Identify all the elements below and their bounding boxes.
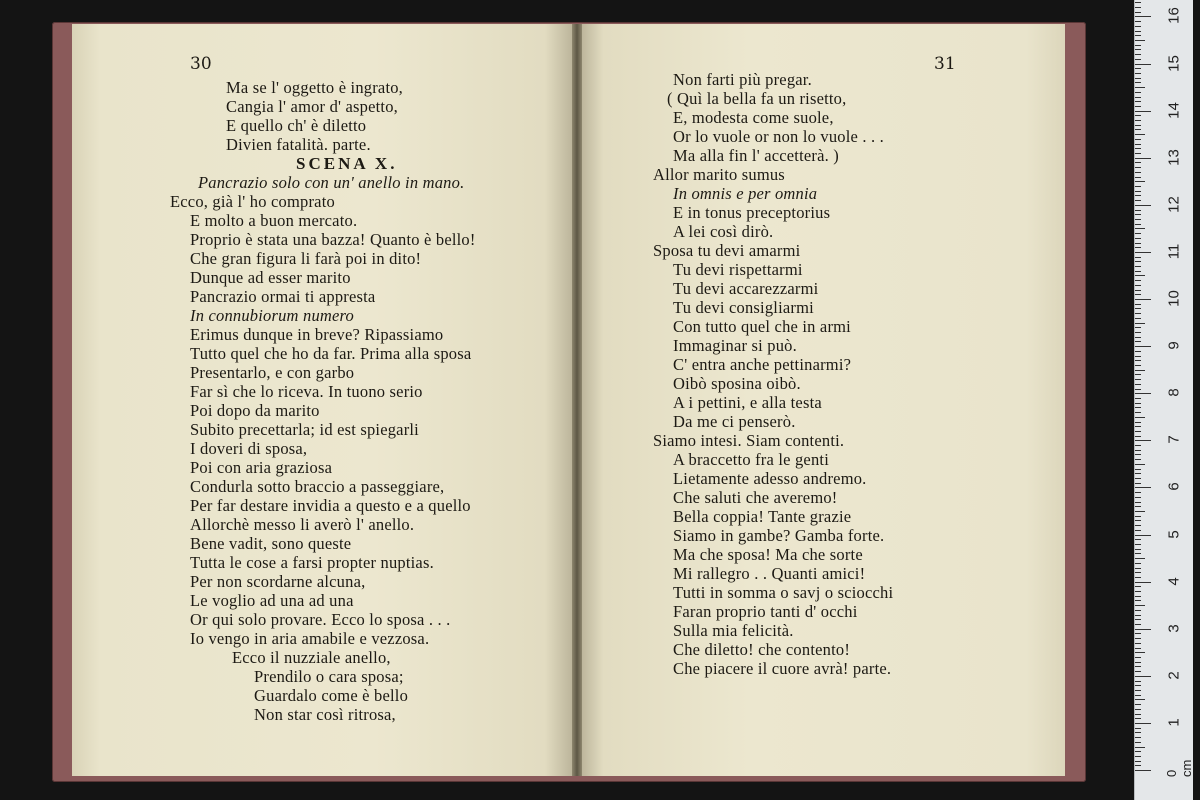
ruler-tick <box>1135 699 1145 700</box>
ruler-tick <box>1135 666 1141 667</box>
right-page-text-line: Tutti in somma o savj o sciocchi <box>673 583 894 602</box>
ruler-tick <box>1135 732 1141 733</box>
left-page-text-line: Che gran figura li farà poi in dito! <box>190 249 422 268</box>
ruler-tick <box>1135 638 1141 639</box>
left-page-text-line: Ma se l' oggetto è ingrato, <box>226 78 403 97</box>
right-page-text-line: Oibò sposina oibò. <box>673 374 801 393</box>
ruler-tick <box>1135 247 1141 248</box>
ruler-tick <box>1135 492 1141 493</box>
ruler-tick <box>1135 257 1141 258</box>
ruler-tick <box>1135 115 1141 116</box>
ruler-tick <box>1135 224 1141 225</box>
ruler-tick <box>1135 747 1145 748</box>
left-page-text-line: Condurla sotto braccio a passeggiare, <box>190 477 445 496</box>
ruler-number: 12 <box>1165 195 1183 213</box>
ruler-number: 4 <box>1165 576 1183 586</box>
ruler-unit-label: 0 cm <box>1164 759 1194 777</box>
right-page-text-line: Faran proprio tanti d' occhi <box>673 602 858 621</box>
ruler-number: 10 <box>1165 290 1183 307</box>
ruler-number: 16 <box>1165 7 1183 25</box>
ruler-tick <box>1135 704 1141 705</box>
ruler-tick <box>1135 450 1141 451</box>
left-page-text-line: Bene vadit, sono queste <box>190 534 352 553</box>
measuring-ruler <box>1134 0 1193 800</box>
ruler-tick <box>1135 285 1141 286</box>
ruler-tick <box>1135 148 1141 149</box>
ruler-tick <box>1135 275 1145 276</box>
left-page-text-line: Cangia l' amor d' aspetto, <box>226 97 398 116</box>
ruler-tick <box>1135 205 1151 206</box>
ruler-number: 15 <box>1165 54 1183 72</box>
right-page-text-line: Che saluti che averemo! <box>673 488 838 507</box>
ruler-tick <box>1135 299 1151 300</box>
ruler-tick <box>1135 714 1141 715</box>
ruler-tick <box>1135 417 1145 418</box>
ruler-tick <box>1135 718 1141 719</box>
ruler-tick <box>1135 304 1141 305</box>
ruler-tick <box>1135 572 1141 573</box>
ruler-tick <box>1135 21 1141 22</box>
left-page-text-line: Subito precettarla; id est spiegarli <box>190 420 419 439</box>
ruler-tick <box>1135 615 1141 616</box>
ruler-tick <box>1135 671 1141 672</box>
ruler-tick <box>1135 516 1141 517</box>
ruler-tick <box>1135 243 1141 244</box>
ruler-tick <box>1135 454 1141 455</box>
ruler-tick <box>1135 407 1141 408</box>
left-page-text-line: Erimus dunque in breve? Ripassiamo <box>190 325 444 344</box>
right-page-text-line: Che piacere il cuore avrà! parte. <box>673 659 892 678</box>
ruler-tick <box>1135 426 1141 427</box>
ruler-tick <box>1135 252 1151 253</box>
ruler-tick <box>1135 643 1141 644</box>
ruler-tick <box>1135 563 1141 564</box>
ruler-tick <box>1135 341 1141 342</box>
ruler-tick <box>1135 177 1141 178</box>
left-page-text-line: Divien fatalità. parte. <box>226 135 371 154</box>
ruler-tick <box>1135 327 1141 328</box>
ruler-tick <box>1135 582 1151 583</box>
ruler-tick <box>1135 393 1151 394</box>
ruler-tick <box>1135 280 1141 281</box>
ruler-tick <box>1135 483 1141 484</box>
ruler-number: 8 <box>1165 388 1183 397</box>
left-page-text-line: Dunque ad esser marito <box>190 268 351 287</box>
left-page-text-line: I doveri di sposa, <box>190 439 308 458</box>
left-page-text-line: Per non scordarne alcuna, <box>190 572 366 591</box>
ruler-tick <box>1135 440 1151 441</box>
ruler-tick <box>1135 558 1145 559</box>
ruler-tick <box>1135 756 1141 757</box>
ruler-tick <box>1135 549 1141 550</box>
ruler-tick <box>1135 200 1141 201</box>
left-page-text-line: Guardalo come è bello <box>254 686 409 705</box>
ruler-tick <box>1135 553 1141 554</box>
left-page-text-line: Proprio è stata una bazza! Quanto è bello! <box>190 230 476 249</box>
ruler-tick <box>1135 487 1151 488</box>
left-page-text-line: Poi dopo da marito <box>190 401 320 420</box>
ruler-tick <box>1135 619 1141 620</box>
ruler-tick <box>1135 139 1141 140</box>
ruler-tick <box>1135 318 1141 319</box>
ruler-tick <box>1135 422 1141 423</box>
ruler-tick <box>1135 191 1141 192</box>
left-page-text-line: Pancrazio solo con un' anello in mano. <box>198 173 465 192</box>
ruler-tick <box>1135 431 1141 432</box>
book-gutter <box>572 24 582 776</box>
left-page-text-line: Prendilo o cara sposa; <box>254 667 404 686</box>
ruler-tick <box>1135 290 1141 291</box>
ruler-tick <box>1135 652 1145 653</box>
ruler-number: 14 <box>1165 101 1183 119</box>
ruler-tick <box>1135 502 1141 503</box>
left-page-text-line: Or qui solo provare. Ecco lo sposa . . . <box>190 610 451 629</box>
left-page-text-line: Tutto quel che ho da far. Prima alla sposa <box>190 344 472 363</box>
ruler-tick <box>1135 68 1141 69</box>
ruler-tick <box>1135 12 1141 13</box>
ruler-tick <box>1135 648 1141 649</box>
ruler-tick <box>1135 469 1141 470</box>
right-page-text-line: Mi rallegro . . Quanti amici! <box>673 564 866 583</box>
ruler-tick <box>1135 633 1141 634</box>
ruler-tick <box>1135 610 1141 611</box>
ruler-tick <box>1135 591 1141 592</box>
ruler-tick <box>1135 64 1151 65</box>
ruler-tick <box>1135 520 1141 521</box>
right-page-text-line: A braccetto fra le genti <box>673 450 829 469</box>
left-page-text-line: Allorchè messo li averò l' anello. <box>190 515 415 534</box>
ruler-tick <box>1135 167 1141 168</box>
ruler-tick <box>1135 106 1141 107</box>
ruler-tick <box>1135 360 1141 361</box>
right-page-text-line: Immaginar si può. <box>673 336 797 355</box>
ruler-number: 2 <box>1165 671 1183 680</box>
left-page-number: 30 <box>190 54 212 74</box>
ruler-tick <box>1135 210 1141 211</box>
right-page-text-line: E, modesta come suole, <box>673 108 834 127</box>
ruler-number: 6 <box>1165 482 1183 492</box>
ruler-tick <box>1135 662 1141 663</box>
right-page-text-line: A i pettini, e alla testa <box>673 393 822 412</box>
ruler-tick <box>1135 35 1141 36</box>
ruler-tick <box>1135 624 1141 625</box>
ruler-tick <box>1135 351 1141 352</box>
left-page-text-line: Tutta le cose a farsi propter nuptias. <box>190 553 434 572</box>
ruler-tick <box>1135 134 1145 135</box>
ruler-tick <box>1135 219 1141 220</box>
ruler-tick <box>1135 586 1141 587</box>
ruler-tick <box>1135 73 1141 74</box>
ruler-tick <box>1135 129 1141 130</box>
ruler-tick <box>1135 271 1141 272</box>
ruler-tick <box>1135 172 1141 173</box>
ruler-tick <box>1135 181 1145 182</box>
ruler-tick <box>1135 59 1141 60</box>
right-page-text-line: A lei così dirò. <box>673 222 774 241</box>
right-page-text-line: Tu devi consigliarmi <box>673 298 814 317</box>
ruler-tick <box>1135 600 1141 601</box>
right-page-number: 31 <box>934 54 956 74</box>
right-page-text-line: Bella coppia! Tante grazie <box>673 507 852 526</box>
ruler-tick <box>1135 577 1141 578</box>
left-page-text-line: Far sì che lo riceva. In tuono serio <box>190 382 423 401</box>
left-page <box>72 24 575 776</box>
ruler-tick <box>1135 765 1141 766</box>
left-page-text-line: Non star così ritrosa, <box>254 705 396 724</box>
ruler-tick <box>1135 92 1141 93</box>
ruler-tick <box>1135 45 1141 46</box>
ruler-tick <box>1135 379 1141 380</box>
ruler-tick <box>1135 78 1141 79</box>
ruler-tick <box>1135 125 1141 126</box>
ruler-tick <box>1135 681 1141 682</box>
ruler-tick <box>1135 2 1141 3</box>
ruler-tick <box>1135 82 1141 83</box>
ruler-tick <box>1135 323 1145 324</box>
right-page-text-line: Siamo intesi. Siam contenti. <box>653 431 845 450</box>
ruler-tick <box>1135 568 1141 569</box>
ruler-tick <box>1135 7 1141 8</box>
ruler-tick <box>1135 31 1141 32</box>
ruler-tick <box>1135 49 1141 50</box>
right-page-text-line: Non farti più pregar. <box>673 70 812 89</box>
right-page-text-line: E in tonus preceptorius <box>673 203 831 222</box>
right-page-text-line: Sulla mia felicità. <box>673 621 794 640</box>
ruler-tick <box>1135 478 1141 479</box>
ruler-tick <box>1135 403 1141 404</box>
ruler-tick <box>1135 690 1141 691</box>
ruler-tick <box>1135 723 1151 724</box>
right-page-text-line: Con tutto quel che in armi <box>673 317 851 336</box>
ruler-tick <box>1135 384 1141 385</box>
ruler-tick <box>1135 308 1141 309</box>
ruler-tick <box>1135 26 1141 27</box>
left-page-text-line: Pancrazio ormai ti appresta <box>190 287 376 306</box>
right-page-text-line: Allor marito sumus <box>653 165 785 184</box>
ruler-tick <box>1135 412 1141 413</box>
ruler-tick <box>1135 238 1141 239</box>
ruler-tick <box>1135 459 1141 460</box>
left-page-text-line: E quello ch' è diletto <box>226 116 367 135</box>
ruler-tick <box>1135 233 1141 234</box>
ruler-tick <box>1135 313 1141 314</box>
ruler-tick <box>1135 728 1141 729</box>
ruler-tick <box>1135 153 1141 154</box>
ruler-number: 11 <box>1165 243 1183 260</box>
left-page-text-line: Ecco il nuzziale anello, <box>232 648 391 667</box>
right-page-text-line: In omnis e per omnia <box>673 184 818 203</box>
ruler-tick <box>1135 605 1145 606</box>
ruler-tick <box>1135 685 1141 686</box>
ruler-tick <box>1135 374 1141 375</box>
ruler-tick <box>1135 737 1141 738</box>
right-page-text-line: Lietamente adesso andremo. <box>673 469 867 488</box>
right-page-text-line: Tu devi rispettarmi <box>673 260 803 279</box>
right-page-text-line: Ma alla fin l' accetterà. ) <box>673 146 839 165</box>
ruler-tick <box>1135 120 1141 121</box>
ruler-tick <box>1135 544 1141 545</box>
right-page-text-line: Siamo in gambe? Gamba forte. <box>673 526 885 545</box>
ruler-tick <box>1135 770 1151 771</box>
ruler-tick <box>1135 356 1141 357</box>
ruler-tick <box>1135 365 1141 366</box>
left-page-text-line: Poi con aria graziosa <box>190 458 333 477</box>
ruler-tick <box>1135 186 1141 187</box>
right-page <box>579 24 1065 776</box>
ruler-number: 7 <box>1165 435 1183 444</box>
ruler-tick <box>1135 709 1141 710</box>
ruler-tick <box>1135 535 1151 536</box>
ruler-tick <box>1135 162 1141 163</box>
ruler-number: 5 <box>1165 529 1183 539</box>
ruler-tick <box>1135 511 1145 512</box>
ruler-tick <box>1135 629 1151 630</box>
right-page-text-line: C' entra anche pettinarmi? <box>673 355 852 374</box>
ruler-tick <box>1135 695 1141 696</box>
right-page-text-line: Tu devi accarezzarmi <box>673 279 819 298</box>
ruler-tick <box>1135 54 1141 55</box>
ruler-tick <box>1135 530 1141 531</box>
left-page-text-line: Per far destare invidia a questo e a quello <box>190 496 471 515</box>
ruler-tick <box>1135 337 1141 338</box>
ruler-tick <box>1135 497 1141 498</box>
ruler-tick <box>1135 761 1141 762</box>
right-page-text-line: ( Quì la bella fa un risetto, <box>667 89 847 108</box>
ruler-tick <box>1135 436 1141 437</box>
ruler-tick <box>1135 525 1141 526</box>
ruler-tick <box>1135 389 1141 390</box>
left-page-text-line: Io vengo in aria amabile e vezzosa. <box>190 629 430 648</box>
ruler-number: 13 <box>1165 148 1183 166</box>
right-page-text-line: Ma che sposa! Ma che sorte <box>673 545 863 564</box>
ruler-tick <box>1135 144 1141 145</box>
ruler-tick <box>1135 16 1151 17</box>
ruler-number: 3 <box>1165 624 1183 633</box>
ruler-tick <box>1135 676 1151 677</box>
ruler-tick <box>1135 657 1141 658</box>
right-page-text-line: Che diletto! che contento! <box>673 640 851 659</box>
ruler-number: 9 <box>1165 341 1183 350</box>
left-page-text-line: In connubiorum numero <box>190 306 354 325</box>
ruler-tick <box>1135 111 1151 112</box>
ruler-tick <box>1135 445 1141 446</box>
ruler-tick <box>1135 742 1141 743</box>
ruler-tick <box>1135 751 1141 752</box>
ruler-tick <box>1135 294 1141 295</box>
ruler-tick <box>1135 506 1141 507</box>
ruler-tick <box>1135 214 1141 215</box>
ruler-tick <box>1135 398 1141 399</box>
left-page-text-line: Ecco, già l' ho comprato <box>170 192 335 211</box>
ruler-tick <box>1135 539 1141 540</box>
ruler-tick <box>1135 473 1141 474</box>
ruler-tick <box>1135 101 1141 102</box>
ruler-tick <box>1135 332 1141 333</box>
ruler-tick <box>1135 261 1141 262</box>
left-page-text-line: E molto a buon mercato. <box>190 211 358 230</box>
right-page-text-line: Sposa tu devi amarmi <box>653 241 801 260</box>
left-page-text-line: Le voglio ad una ad una <box>190 591 354 610</box>
ruler-tick <box>1135 97 1141 98</box>
ruler-number: 1 <box>1165 718 1183 727</box>
ruler-tick <box>1135 370 1145 371</box>
ruler-tick <box>1135 228 1145 229</box>
ruler-tick <box>1135 596 1141 597</box>
ruler-tick <box>1135 266 1141 267</box>
ruler-tick <box>1135 158 1151 159</box>
ruler-tick <box>1135 195 1141 196</box>
right-page-text-line: Da me ci penserò. <box>673 412 796 431</box>
left-page-text-line: SCENA X. <box>296 154 398 173</box>
ruler-tick <box>1135 87 1145 88</box>
ruler-tick <box>1135 40 1145 41</box>
left-page-text-line: Presentarlo, e con garbo <box>190 363 355 382</box>
ruler-tick <box>1135 346 1151 347</box>
right-page-text-line: Or lo vuole or non lo vuole . . . <box>673 127 884 146</box>
ruler-tick <box>1135 464 1145 465</box>
